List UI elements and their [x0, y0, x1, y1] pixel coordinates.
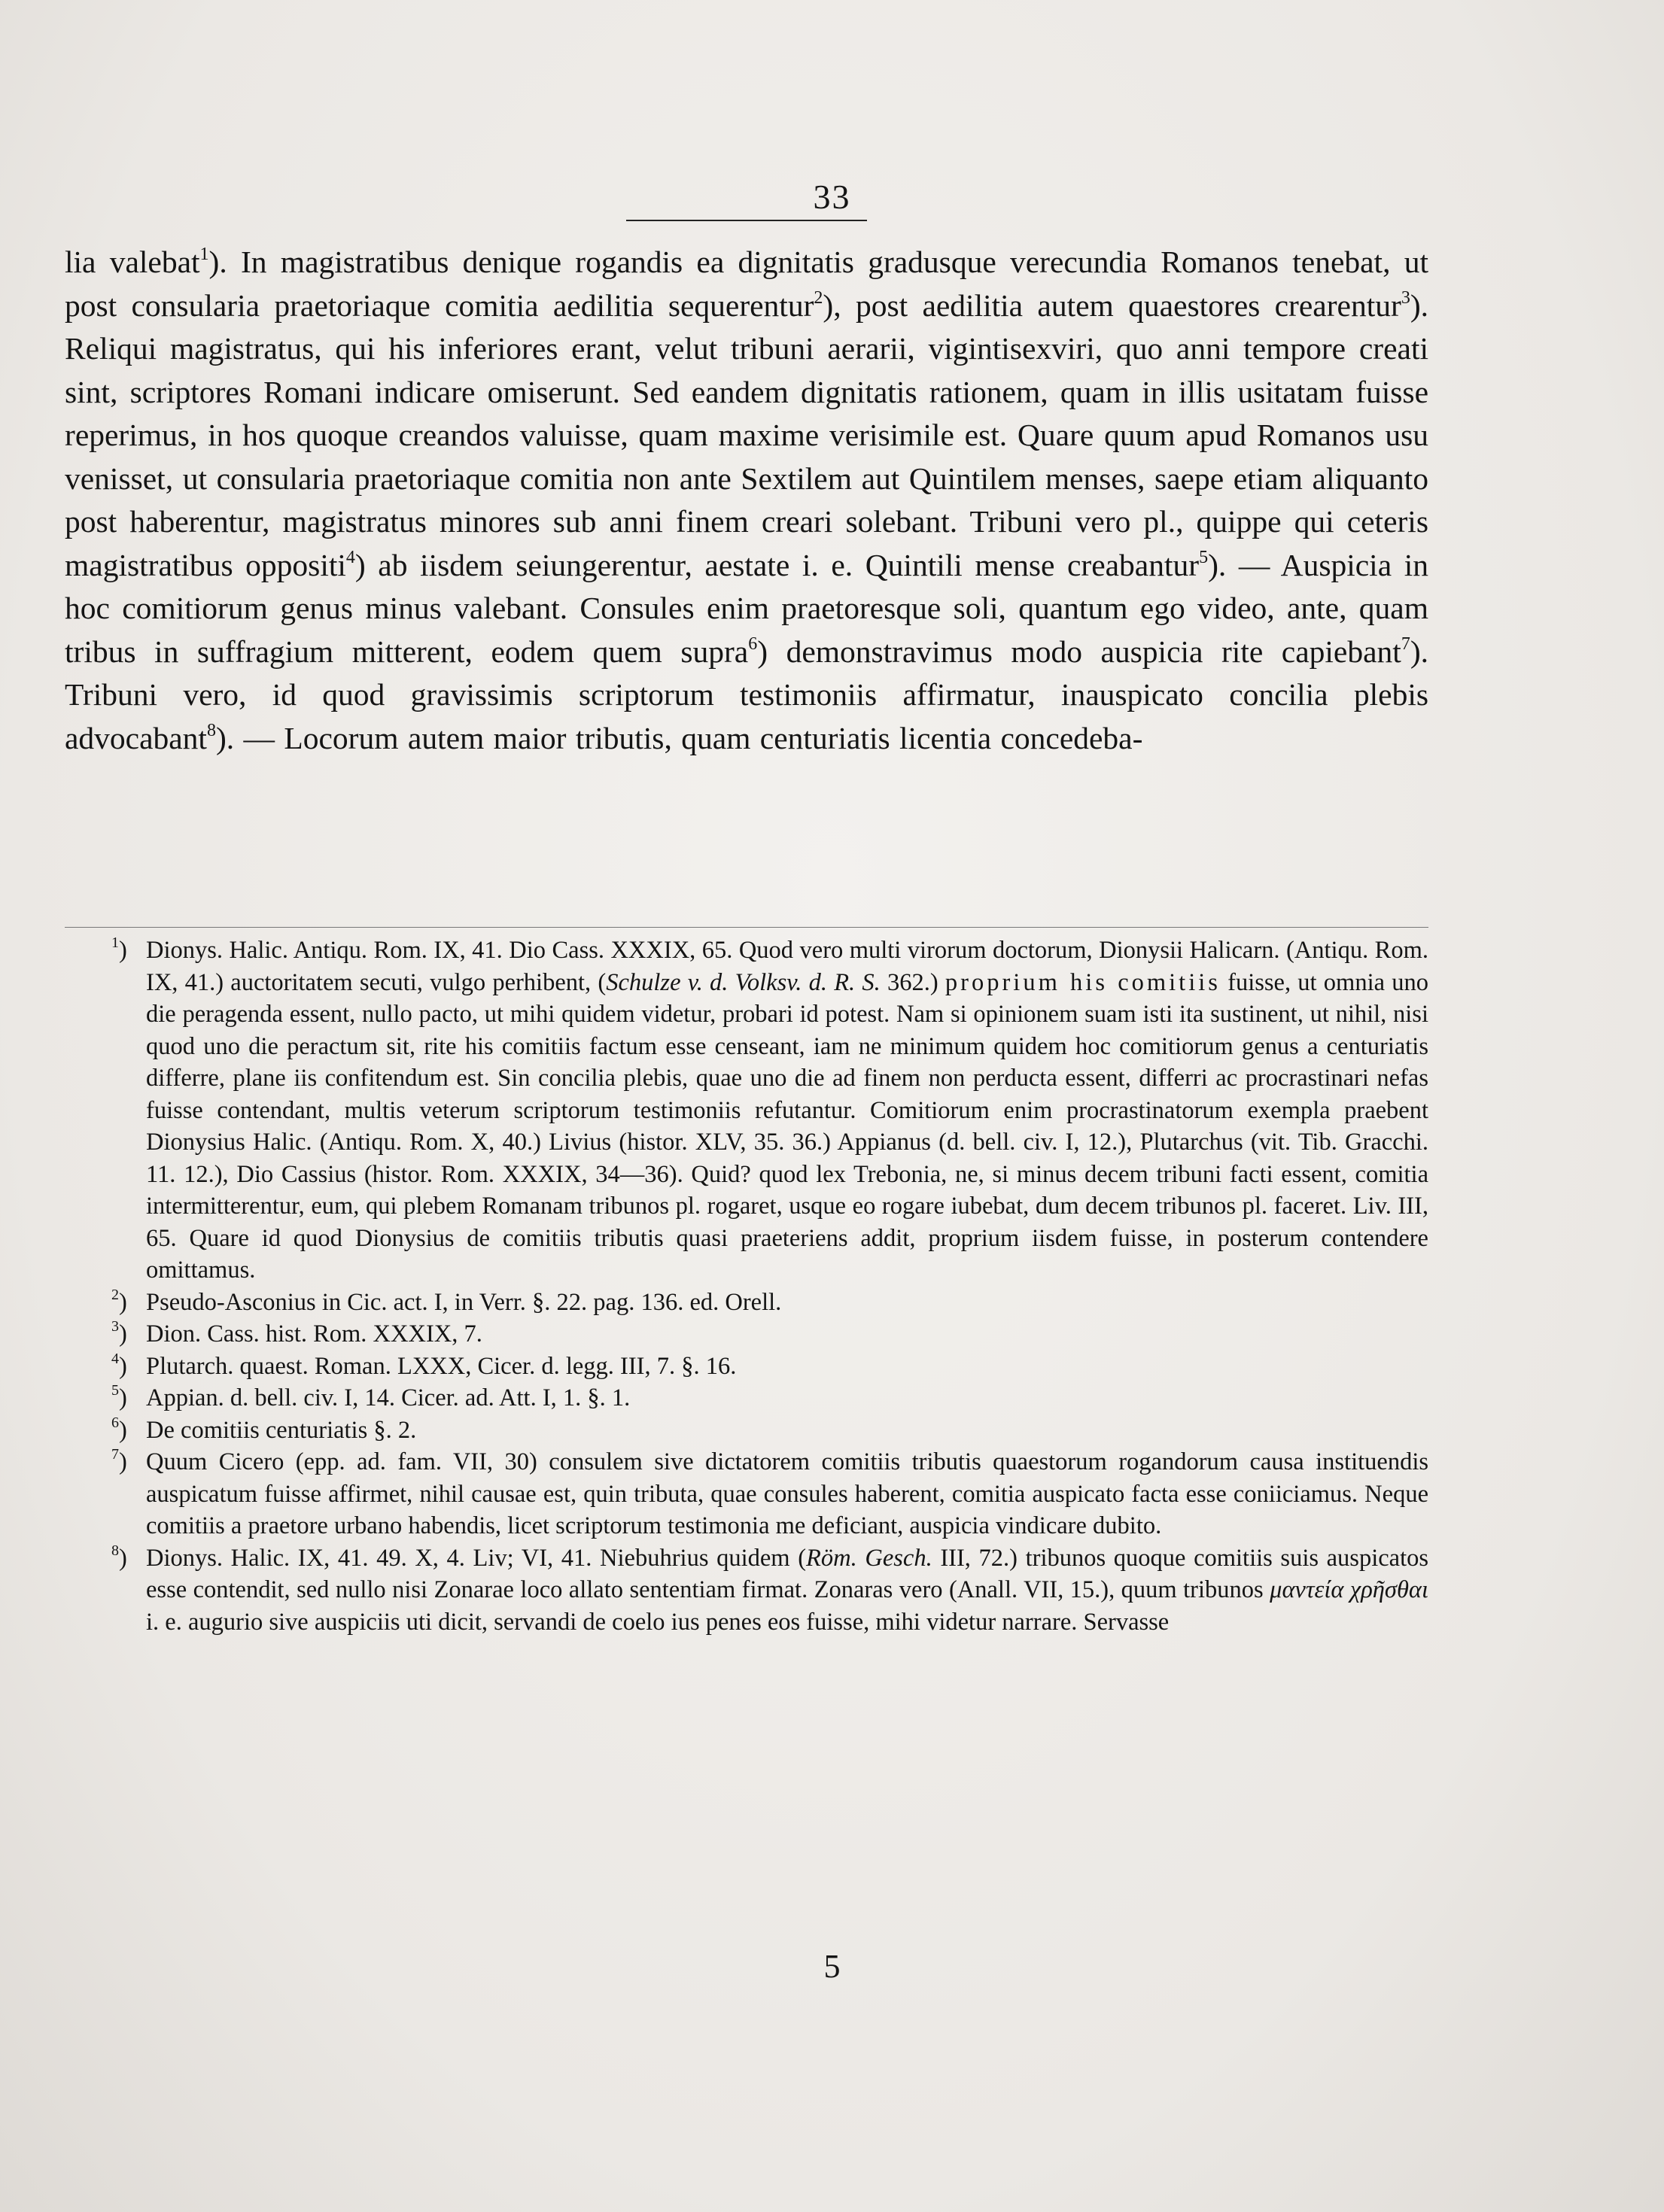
footnote-mark: $^6$) [111, 1414, 127, 1444]
footnote-ref: 8 [206, 720, 216, 740]
footnote-mark: $^4$) [111, 1350, 127, 1380]
footnote-text: Dionys. Halic. Antiqu. Rom. IX, 41. Dio Cass. XXXIX, 65. Quod vero multi virorum doctorum, Dionysii Halicarn. (Antiqu. Rom. IX, 41.) auctoritatem secuti, vulgo perhibent, ( [146, 937, 1428, 996]
footnote-ref: 7 [1401, 634, 1410, 654]
footnote-emphasis: proprium his comitiis [945, 968, 1221, 996]
footnote-mark: $^1$) [111, 934, 127, 964]
footnote-text: fuisse, ut omnia uno die peragenda essent, nullo pacto, ut mihi quidem videtur, probari id potest. Nam si opinionem suam isti ita sustinent, ut nihil, nisi quod uno die peractum sit, rite his comitiis factum esse censeant, iam ne minimum quidem hoc comitiorum genus a centuriatis differre, plane iis confitendum est. Sin concilia plebis, quae uno die ad finem non perducta essent, differri ac procrastinari nefas fuisse contendant, multis veterum scriptorum testimoniis refutantur. Comitiorum enim procrastinatorum exempla praebent Dionysius Halic. (Antiqu. Rom. X, 40.) Livius (histor. XLV, 35. 36.) Appianus (d. bell. civ. I, 12.), Plutarchus (vit. Tib. Gracchi. 11. 12.), Dio Cassius (histor. Rom. XXXIX, 34—36). Quid? quod lex Trebonia, ne, si minus decem tribuni facti essent, comitia intermitterentur, eum, qui plebem Romanam tribunos pl. rogaret, usque eo rogare iubebat, dum decem tribunos pl. faceret. Liv. III, 65. Quare id quod Dionysius de comitiis tributis quasi praeteriens addit, proprium iisdem fuisse, in posterum contendere omittamus. [146, 968, 1428, 1284]
footnote-mark: $^8$) [111, 1542, 127, 1572]
text-segment: ) demonstravimus modo auspicia rite capiebant [757, 634, 1401, 669]
footnote-4 [65, 1351, 1428, 1383]
footnote-text: Plutarch. quaest. Roman. LXXX, Cicer. d. legg. III, 7. §. 16. [146, 1352, 737, 1380]
footnote-citation: Röm. Gesch. [806, 1544, 932, 1572]
footnote-ref: 6 [748, 634, 758, 654]
footnote-text: III, 72.) tribunos quoque comitiis suis auspicatos esse contendit, sed nullo nisi Zonarae loco allato sententiam firmat. Zonaras vero (Anall. VII, 15.), quum tribunos [146, 1544, 1429, 1603]
page-number: 33 [813, 178, 851, 216]
footnote-ref: 2 [814, 287, 823, 308]
footnote-text: Dion. Cass. hist. Rom. XXXIX, 7. [146, 1320, 482, 1348]
text-segment: ), post aedilitia autem quaestores crearentur [823, 287, 1401, 323]
footnotes [65, 934, 1428, 1638]
text-segment: ) ab iisdem seiungerentur, aestate i. e. Quintili mense creabantur [354, 547, 1200, 582]
footnote-1 [65, 934, 1428, 1287]
footnote-5 [65, 1382, 1428, 1414]
text-segment: ). Reliqui magistratus, qui his inferiores erant, velut tribuni aerarii, vigintisexviri, quo anni tempore creati sint, scriptores Romani indicare omiserunt. Sed eandem dignitatis rationem, quam in illis usitatam fuisse reperimus, in hos quoque creandos valuisse, quam maxime verisimile est. Quare quum apud Romanos usu venisset, ut consularia praetoriaque comitia non ante Sextilem aut Quintilem menses, saepe etiam aliquanto post haberentur, magistratus minores sub anni finem creari solebant. Tribuni vero pl., quippe qui ceteris magistratibus oppositi [65, 287, 1429, 582]
footnote-ref: 5 [1199, 547, 1209, 567]
text-segment: ). In magistratibus denique rogandis ea dignitatis gradusque verecundia Romanos tenebat, ut post consularia praetoriaque comitia aedilitia sequerentur [65, 245, 1428, 323]
text-segment: ). — Auspicia in hoc comitiorum genus minus valebant. Consules enim praetoresque soli, quantum ego video, ante, quam tribus in suffragium mitterent, eodem quem supra [65, 547, 1428, 669]
footnote-text: De comitiis centuriatis §. 2. [146, 1416, 417, 1444]
footnote-mark: $^5$) [111, 1382, 127, 1411]
main-text [65, 241, 1428, 760]
text-segment: ). Tribuni vero, id quod gravissimis scriptorum testimoniis affirmatur, inauspicato concilia plebis advocabant [65, 634, 1429, 755]
footnote-ref: 3 [1401, 287, 1410, 308]
footnote-3 [65, 1318, 1428, 1351]
footnote-8 [65, 1542, 1428, 1639]
footnote-text: i. e. augurio sive auspiciis uti dicit, servandi de coelo ius penes eos fuisse, mihi videtur narrare. Servasse [146, 1608, 1170, 1636]
footnote-ref: 1 [199, 245, 209, 264]
footnote-text: Appian. d. bell. civ. I, 14. Cicer. ad. Att. I, 1. §. 1. [146, 1384, 631, 1411]
footnotes-divider [65, 927, 1428, 928]
footnote-text: Dionys. Halic. IX, 41. 49. X, 4. Liv; VI, 41. Niebuhrius quidem ( [146, 1544, 807, 1572]
footnote-2 [65, 1287, 1428, 1319]
footnote-mark: $^7$) [111, 1446, 127, 1475]
footnote-citation: Schulze v. d. Volksv. d. R. S. [606, 968, 881, 996]
footnote-mark: $^2$) [111, 1286, 127, 1316]
footnote-6 [65, 1414, 1428, 1447]
greek-phrase: μαντεία χρῆσθαι [1270, 1576, 1428, 1603]
footnote-text: Quum Cicero (epp. ad. fam. VII, 30) consulem sive dictatorem comitiis tributis quaestorum rogandorum causa instituendis auspicatum fuisse affirmet, nihil causae est, quin tributa, quae consules haberent, comitia auspicato facta esse coniiciamus. Neque comitiis a praetore urbano habendis, licet scriptorum testimonia me deficiant, auspicia vindicare dubito. [146, 1448, 1428, 1539]
footnote-text: Pseudo-Asconius in Cic. act. I, in Verr. §. 22. pag. 136. ed. Orell. [146, 1288, 782, 1316]
footnote-ref: 4 [345, 547, 355, 567]
signature-mark: 5 [823, 1948, 841, 1985]
header-rule [626, 220, 867, 221]
main-paragraph [65, 241, 1428, 760]
footnote-mark: $^3$) [111, 1318, 127, 1348]
text-segment: ). — Locorum autem maior tributis, quam centuriatis licentia concedeba- [215, 720, 1143, 755]
footnote-7 [65, 1446, 1428, 1542]
footnote-text: 362.) [880, 968, 945, 996]
text-segment: lia valebat [65, 245, 200, 279]
